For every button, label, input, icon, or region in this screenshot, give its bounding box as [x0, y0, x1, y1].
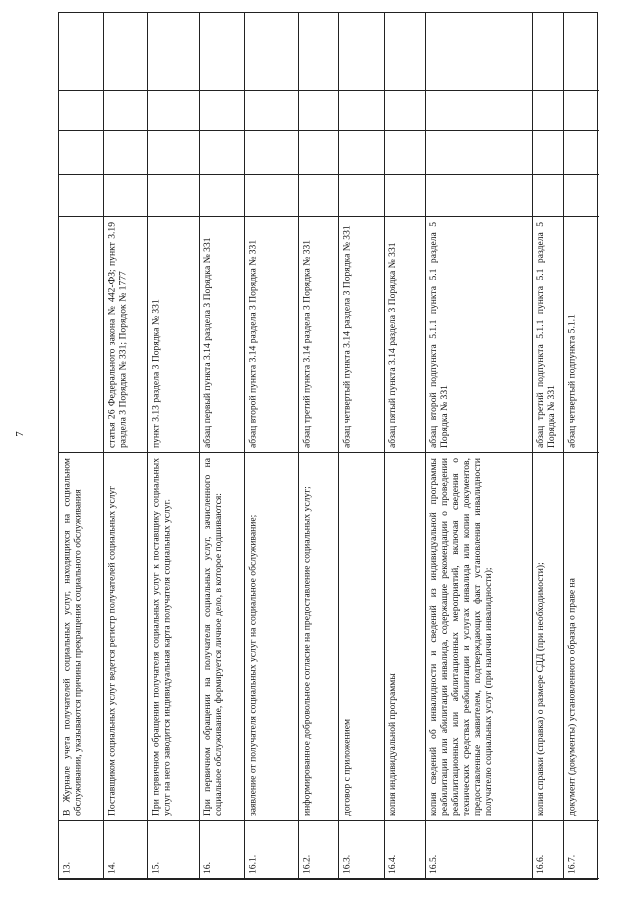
cell-text: 16.7.: [566, 854, 577, 874]
cell-text: договор с приложением: [341, 718, 352, 816]
cell-empty: [104, 175, 147, 217]
cell-empty: [339, 175, 384, 217]
cell-empty: [339, 131, 384, 175]
cell-empty: [299, 91, 338, 131]
cell-text: абзац третий пункта 3.14 раздела 3 Порядка № 331: [301, 239, 312, 448]
cell-empty: [533, 131, 563, 175]
cell-empty: [299, 131, 338, 175]
cell-num: [245, 821, 298, 879]
cell-num: [533, 821, 563, 879]
cell-num: [299, 821, 338, 879]
cell-law: [339, 217, 384, 453]
cell-doc: [104, 453, 147, 821]
cell-law: [245, 217, 298, 453]
table-row: [244, 13, 298, 879]
cell-law: [59, 217, 103, 453]
cell-text: абзац четвертый подпункта 5.1.1: [566, 313, 577, 448]
cell-empty: [104, 131, 147, 175]
cell-empty: [148, 175, 199, 217]
cell-empty: [426, 175, 532, 217]
cell-empty: [533, 91, 563, 131]
cell-text: 16.5.: [428, 854, 439, 874]
cell-text: 16.3.: [341, 854, 352, 874]
cell-empty: [245, 51, 298, 91]
cell-text: Поставщиком социальных услуг ведется регистр получателей социальных услуг: [106, 485, 117, 816]
cell-text: абзац третий подпункта 5.1.1 пункта 5.1 раздела 5 Порядка № 331: [535, 221, 557, 448]
cell-empty: [104, 51, 147, 91]
table-row: [384, 13, 425, 879]
cell-text: 13.: [61, 861, 73, 874]
cell-empty: [148, 91, 199, 131]
table-row: [338, 13, 384, 879]
cell-text: пункт 3.13 раздела 3 Порядка № 331: [150, 298, 161, 448]
cell-empty: [299, 175, 338, 217]
cell-doc: [245, 453, 298, 821]
cell-num: [426, 821, 532, 879]
cell-text: [60, 218, 103, 452]
cell-empty: [200, 51, 244, 91]
table-row: [59, 13, 103, 879]
cell-empty: [339, 51, 384, 91]
cell-empty: [426, 51, 532, 91]
cell-num: [104, 821, 147, 879]
cell-empty: [59, 13, 103, 51]
cell-empty: [564, 175, 599, 217]
cell-empty: [148, 13, 199, 51]
cell-empty: [339, 91, 384, 131]
cell-num: [339, 821, 384, 879]
cell-law: [200, 217, 244, 453]
cell-doc: [299, 453, 338, 821]
cell-text: абзац второй подпункта 5.1.1 пункта 5.1 раздела 5 Порядка № 331: [428, 221, 450, 448]
cell-empty: [148, 51, 199, 91]
cell-empty: [299, 51, 338, 91]
cell-text: информированное добровольное согласие на предоставление социальных услуг;: [301, 485, 312, 816]
cell-empty: [385, 91, 425, 131]
cell-empty: [200, 91, 244, 131]
cell-text: При первичном обращении получателя социальных услуг к поставщику социальных услуг на него заводится индивидуальная карта получателя социальных услуг.: [150, 457, 172, 816]
cell-law: [299, 217, 338, 453]
cell-empty: [200, 175, 244, 217]
cell-text: документ (документы) установленного образца о праве на: [566, 577, 577, 816]
cell-text: 14.: [106, 861, 117, 874]
cell-doc: [59, 453, 103, 821]
cell-empty: [245, 13, 298, 51]
cell-text: статья 26 Федерального закона № 442-ФЗ; пункт 3.19 раздела 3 Порядка № 331; Порядок № 1777: [106, 221, 128, 448]
cell-doc: [564, 453, 599, 821]
cell-empty: [200, 13, 244, 51]
table-row: [199, 13, 244, 879]
cell-doc: [533, 453, 563, 821]
cell-empty: [299, 13, 338, 51]
cell-law: [104, 217, 147, 453]
cell-text: копия справки (справка) о размере СДД (при необходимости);: [535, 561, 546, 816]
table-row: [563, 13, 599, 879]
cell-text: копия сведений об инвалидности и сведений из индивидуальной программы реабилитации или абилитации инвалида, содержащие рекомендации о проведении реабилитационных или абилитационных мероприятий, включая сведения о технических средствах реабилитации и услугах инвалида или копии документов, предоставленные заявителем, подтверждающих факт установления инвалидности получателю социальных услуг (при наличии инвалидности);: [428, 457, 494, 816]
cell-empty: [245, 91, 298, 131]
cell-empty: [564, 13, 599, 51]
page-number: 7: [14, 431, 26, 437]
cell-empty: [245, 131, 298, 175]
cell-text: В Журнале учета получателей социальных услуг, находящихся на социальном обслуживании, указываются причины прекращения социального обслуживания: [61, 457, 84, 816]
cell-empty: [385, 131, 425, 175]
cell-law: [385, 217, 425, 453]
cell-doc: [200, 453, 244, 821]
cell-text: 16.1.: [247, 854, 258, 874]
cell-text: абзац первый пункта 3.14 раздела 3 Порядка № 331: [202, 236, 213, 448]
cell-empty: [426, 131, 532, 175]
cell-doc: [148, 453, 199, 821]
cell-empty: [245, 175, 298, 217]
cell-empty: [385, 13, 425, 51]
cell-empty: [426, 13, 532, 51]
cell-doc: [385, 453, 425, 821]
table-row: [298, 13, 338, 879]
cell-num: [148, 821, 199, 879]
cell-doc: [426, 453, 532, 821]
cell-empty: [104, 91, 147, 131]
cell-empty: [59, 131, 103, 175]
cell-empty: [339, 13, 384, 51]
cell-text: абзац четвертый пункта 3.14 раздела 3 Порядка № 331: [341, 224, 352, 448]
cell-text: 16.6.: [535, 854, 546, 874]
cell-text: 16.2.: [301, 854, 312, 874]
cell-text: абзац второй пункта 3.14 раздела 3 Порядка № 331: [247, 239, 258, 448]
cell-text: 16.4.: [387, 854, 398, 874]
cell-empty: [533, 175, 563, 217]
cell-empty: [564, 131, 599, 175]
table-row: [532, 13, 563, 879]
cell-num: [385, 821, 425, 879]
cell-num: [564, 821, 599, 879]
cell-empty: [59, 51, 103, 91]
cell-law: [564, 217, 599, 453]
cell-empty: [59, 91, 103, 131]
cell-empty: [533, 51, 563, 91]
cell-num: [59, 821, 103, 879]
cell-empty: [104, 13, 147, 51]
cell-law: [426, 217, 532, 453]
requirements-table: [58, 12, 598, 880]
cell-empty: [564, 51, 599, 91]
cell-num: [200, 821, 244, 879]
cell-empty: [200, 131, 244, 175]
cell-empty: [533, 13, 563, 51]
cell-empty: [426, 91, 532, 131]
cell-text: При первичном обращении на получателя социальных услуг, зачисленного на социальное обслуживание, формируется личное дело, в которое подшиваются:: [202, 457, 224, 816]
cell-empty: [59, 175, 103, 217]
table-row: [425, 13, 532, 879]
cell-empty: [564, 91, 599, 131]
table-row: [147, 13, 199, 879]
cell-law: [533, 217, 563, 453]
cell-empty: [148, 131, 199, 175]
cell-text: 15.: [150, 861, 161, 874]
cell-text: заявление от получателя социальных услуг на социальное обслуживание;: [247, 514, 258, 816]
cell-law: [148, 217, 199, 453]
cell-empty: [385, 175, 425, 217]
table-row: [103, 13, 147, 879]
cell-text: абзац пятый пункта 3.14 раздела 3 Порядка № 331: [387, 241, 398, 448]
cell-text: 16.: [202, 861, 213, 874]
cell-doc: [339, 453, 384, 821]
cell-empty: [385, 51, 425, 91]
cell-text: копия индивидуальной программы: [387, 672, 398, 816]
